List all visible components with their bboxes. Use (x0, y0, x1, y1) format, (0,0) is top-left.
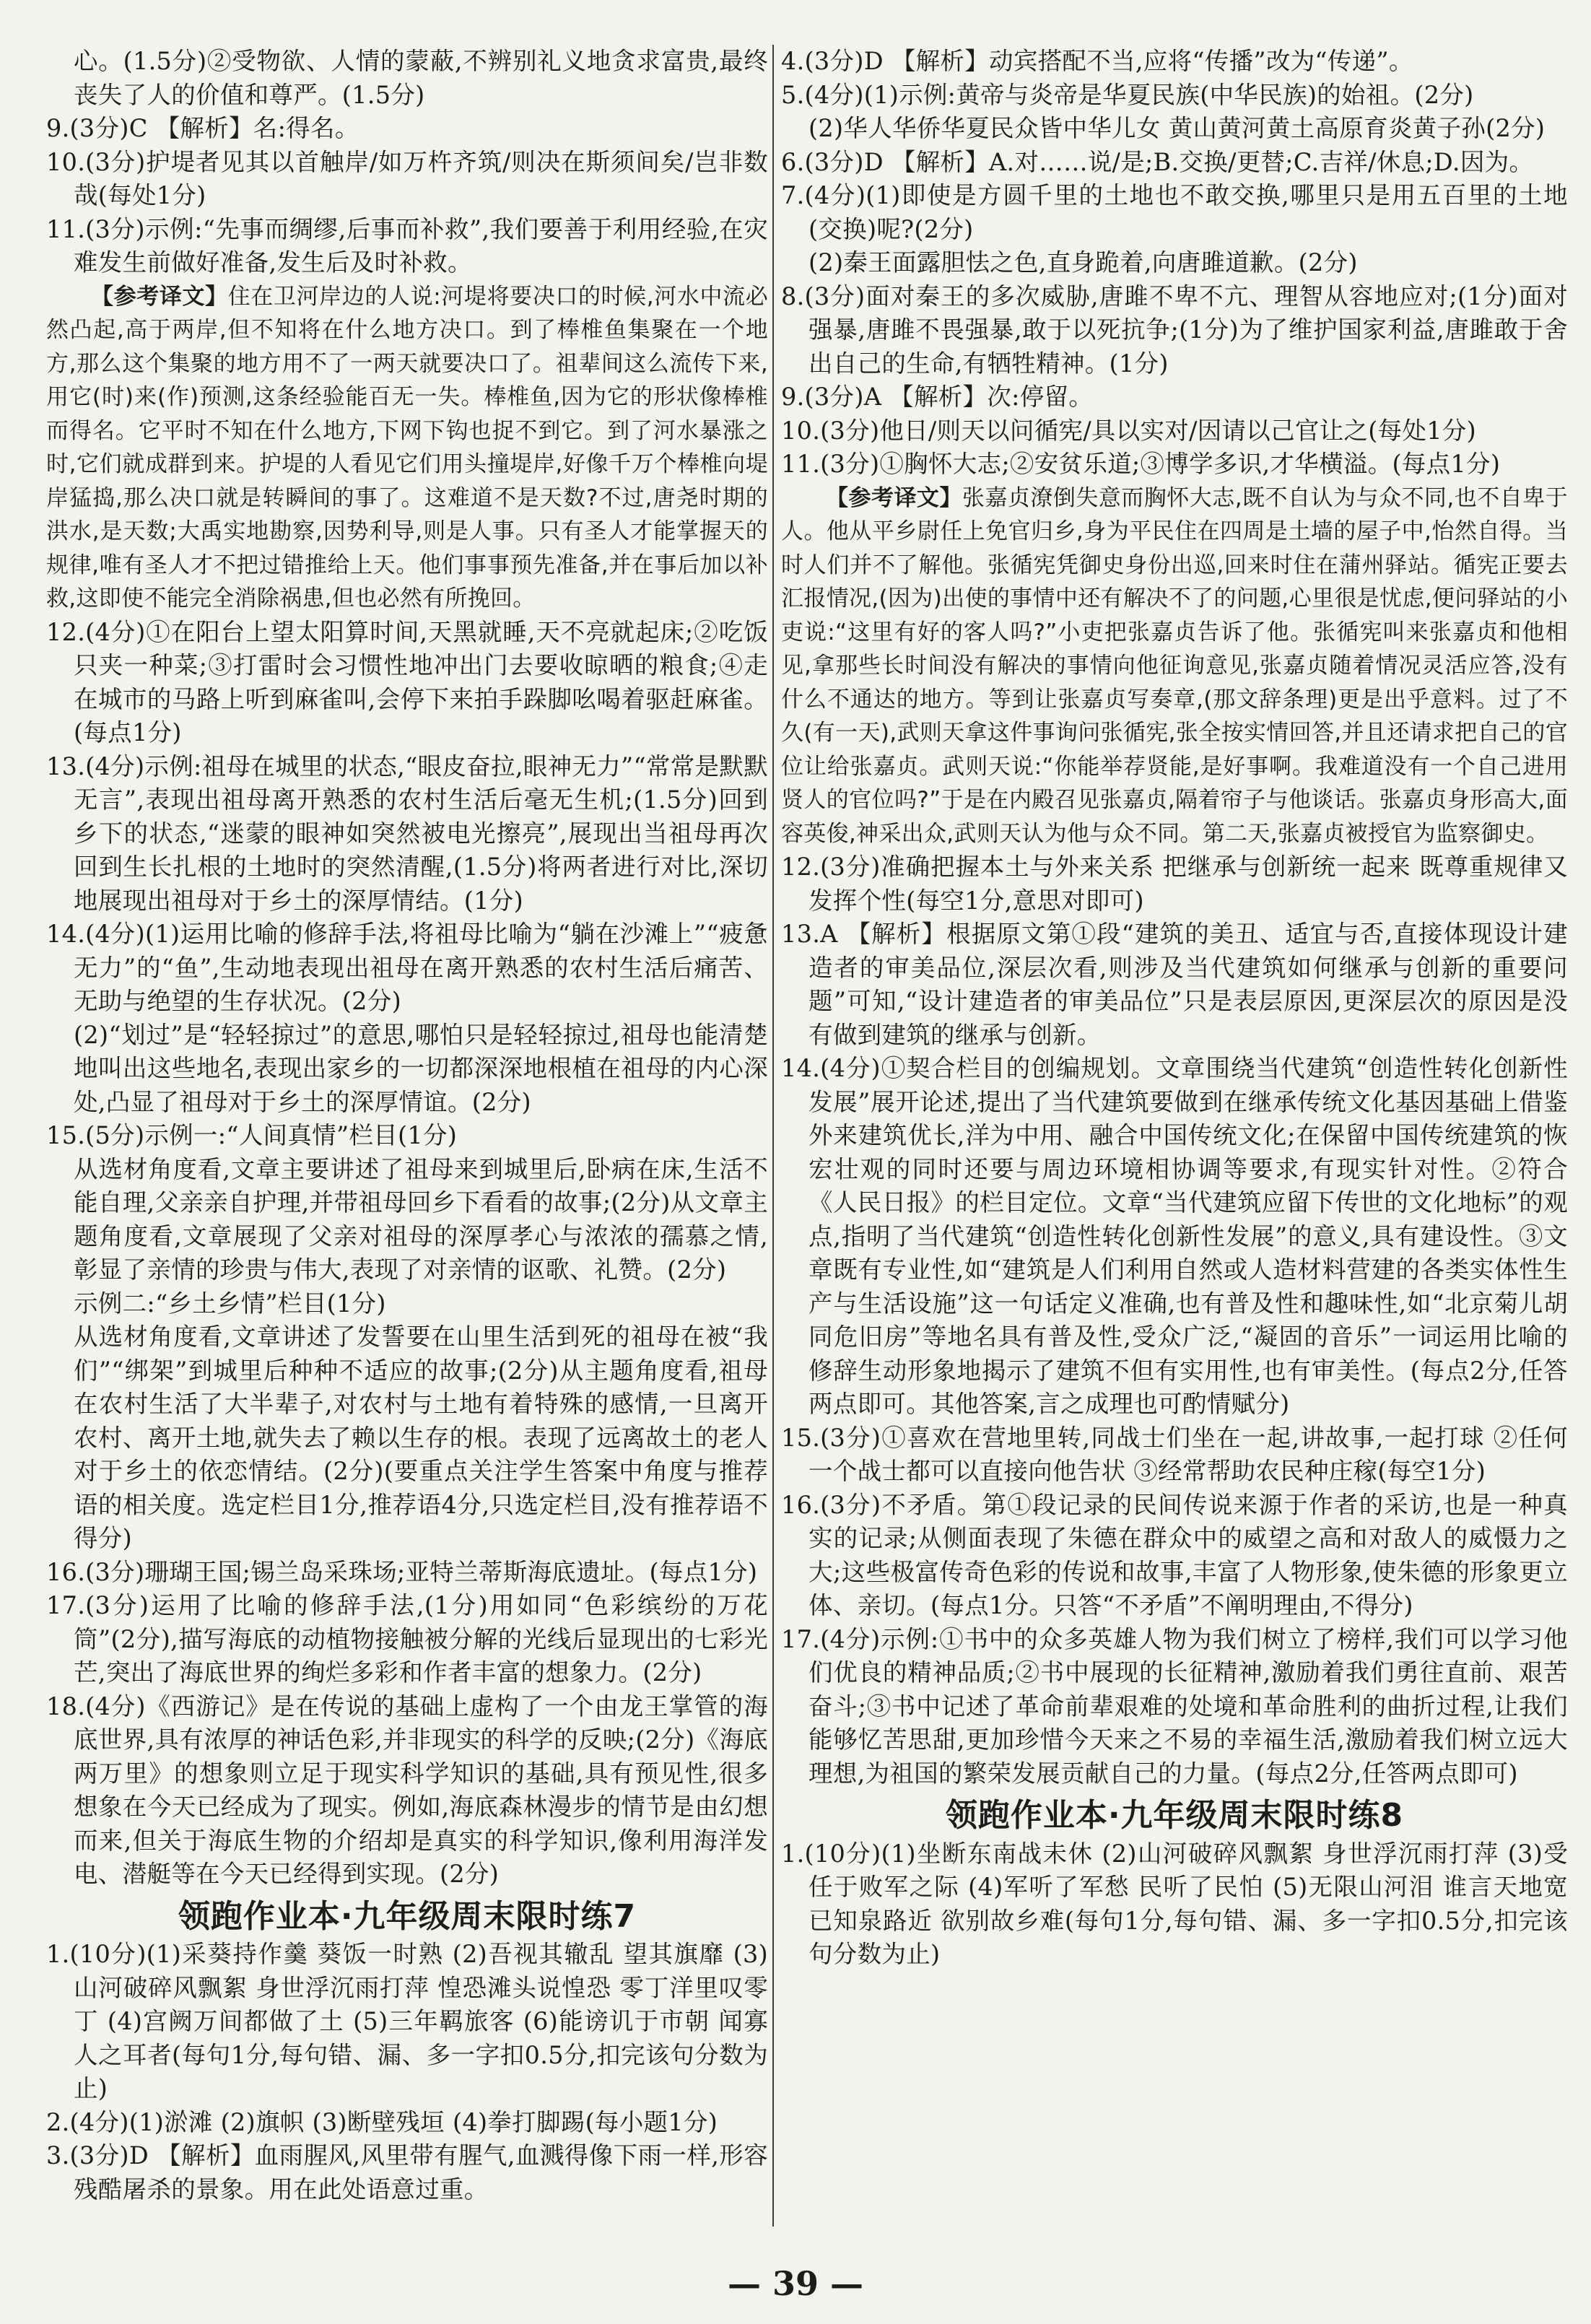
answer-item: (2)秦王面露胆怯之色,直身跪着,向唐雎道歉。(2分) (808, 248, 1358, 277)
answer-item: 10.(3分)护堤者见其以首触岸/如万杵齐筑/则决在斯须间矣/岂非数哉(每处1分) (46, 147, 768, 209)
answer-item: 5.(4分)(1)示例:黄帝与炎帝是华夏民族(中华民族)的始祖。(2分) (781, 80, 1474, 109)
translation-label: 【参考译文】 (91, 283, 228, 310)
answer-item: 6.(3分)D 【解析】A.对……说/是;B.交换/更替;C.吉祥/休息;D.因为。 (781, 147, 1534, 176)
answer-item: 14.(4分)①契合栏目的创编规划。文章围绕当代建筑“创造性转化创新性发展”展开论述,提出了当代建筑要做到在继承传统文化基因基础上借鉴外来建筑优长,洋为中用、融合中国传统文化;在保留中国传统建筑的恢宏壮观的同时还要与周边环境相协调等要求,有现实针对性。②符合《人民日报》的栏目定位。文章“当代建筑应留下传世的文化地标”的观点,指明了当代建筑“创造性转化创新性发展”的意义,具有建设性。③文章既有专业性,如“建筑是人们利用自然或人造材料营建的各类实体性生产与生活设施”这一句话定义准确,也有普及性和趣味性,如“北京菊儿胡同危旧房”等地名具有普及性,受众广泛,“凝固的音乐”一词运用比喻的修辞生动形象地揭示了建筑不但有实用性,也有审美性。(每点2分,任答两点即可。其他答案,言之成理也可酌情赋分) (781, 1054, 1568, 1418)
answer-item: 1.(10分)(1)坐断东南战未休 (2)山河破碎风飘絮 身世浮沉雨打萍 (3)受任于败军之际 (4)军听了军愁 民听了民怕 (5)无限山河泪 谁言天地宽 已知泉路近 欲别故乡难(每句1分,每句错、漏、多一字扣0.5分,扣完该句分数为止) (781, 1839, 1568, 1968)
answer-item: 12.(3分)准确把握本土与外来关系 把继承与创新统一起来 既尊重规律又发挥个性(每空1分,意思对即可) (781, 853, 1568, 915)
section-title: 领跑作业本·九年级周末限时练7 (178, 1897, 637, 1935)
answer-item: 心。(1.5分)②受物欲、人情的蒙蔽,不辨别礼义地贪求富贵,最终丧失了人的价值和尊严。(1.5分) (74, 47, 768, 109)
right-column (781, 45, 1568, 1972)
answer-item: 11.(3分)示例:“先事而绸缪,后事而补救”,我们要善于利用经验,在灾难发生前做好准备,发生后及时补救。 (46, 214, 768, 277)
left-column (46, 45, 768, 2206)
translation-label: 【参考译文】 (826, 484, 962, 511)
answer-item: 13.A 【解析】根据原文第①段“建筑的美丑、适宜与否,直接体现设计建造者的审美品位,深层次看,则涉及当代建筑如何继承与创新的重要问题”可知,“设计建造者的审美品位”只是表层原因,更深层次的原因是没有做到建筑的继承与创新。 (781, 920, 1568, 1049)
translation-paragraph (46, 280, 768, 616)
translation-paragraph (781, 482, 1568, 851)
translation-text: 住在卫河岸边的人说:河堤将要决口的时候,河水中流必然凸起,高于两岸,但不知将在什么地方决口。到了棒椎鱼集聚在一个地方,那么这个集聚的地方用不了一两天就要决口了。祖辈间这么流传下来,用它(时)来(作)预测,这条经验能百无一失。棒椎鱼,因为它的形状像棒椎而得名。它平时不知在什么地方,下网下钩也捉不到它。到了河水暴涨之时,它们就成群到来。护堤的人看见它们用头撞堤岸,好像千万个棒椎向堤岸猛捣,那么决口就是转瞬间的事了。这难道不是天数?不过,唐尧时期的洪水,是天数;大禹实地勘察,因势利导,则是人事。只有圣人才能掌握天的规律,唯有圣人才不把过错推给上天。他们事事预先准备,并在事后加以补救,这即使不能完全消除祸患,但也必然有所挽回。 (46, 283, 768, 612)
answer-item: 13.(4分)示例:祖母在城里的状态,“眼皮奋拉,眼神无力”“常常是默默无言”,表现出祖母离开熟悉的农村生活后毫无生机;(1.5分)回到乡下的状态,“迷蒙的眼神如突然被电光擦亮”,展现出当祖母再次回到生长扎根的土地时的突然清醒,(1.5分)将两者进行对比,深切地展现出祖母对于乡土的深厚情结。(1分) (46, 752, 768, 915)
page-number: — 39 — (727, 2264, 864, 2303)
answer-item: 15.(3分)①喜欢在营地里转,同战士们坐在一起,讲故事,一起打球 ②任何一个战士都可以直接向他告状 ③经常帮助农民种庄稼(每空1分) (781, 1423, 1568, 1485)
section-title: 领跑作业本·九年级周末限时练8 (945, 1797, 1404, 1834)
answer-item: 14.(4分)(1)运用比喻的修辞手法,将祖母比喻为“躺在沙滩上”“疲惫无力”的“鱼”,生动地表现出祖母在离开熟悉的农村生活后痛苦、无助与绝望的生存状况。(2分) (46, 920, 768, 1015)
answer-item: (2)“划过”是“轻轻掠过”的意思,哪怕只是轻轻掠过,祖母也能清楚地叫出这些地名,表现出家乡的一切都深深地根植在祖母的内心深处,凸显了祖母对于乡土的深厚情谊。(2分) (74, 1020, 768, 1116)
answer-item: 4.(3分)D 【解析】动宾搭配不当,应将“传播”改为“传递”。 (781, 47, 1413, 75)
answer-item: 17.(3分)运用了比喻的修辞手法,(1分)用如同“色彩缤纷的万花筒”(2分),描写海底的动植物接触被分解的光线后显现出的七彩光芒,突出了海底世界的绚烂多彩和作者丰富的想象力。(2分) (46, 1591, 768, 1687)
answer-item: 15.(5分)示例一:“人间真情”栏目(1分) (46, 1121, 458, 1149)
answer-item: 16.(3分)不矛盾。第①段记录的民间传说来源于作者的采访,也是一种真实的记录;从侧面表现了朱德在群众中的威望之高和对敌人的威慑力之大;这些极富传奇色彩的传说和故事,丰富了人物形象,使朱德的形象更立体、亲切。(每点1分。只答“不矛盾”不阐明理由,不得分) (781, 1490, 1568, 1619)
answer-item: 10.(3分)他日/则天以问循宪/具以实对/因请以己官让之(每处1分) (781, 416, 1477, 445)
answer-item: 9.(3分)C 【解析】名:得名。 (46, 114, 359, 142)
answer-item: 9.(3分)A 【解析】次:停留。 (781, 383, 1094, 411)
column-divider (772, 45, 774, 2227)
answer-item: 16.(3分)珊瑚王国;锡兰岛采珠场;亚特兰蒂斯海底遗址。(每点1分) (46, 1557, 758, 1586)
answer-item: 从选材角度看,文章主要讲述了祖母来到城里后,卧病在床,生活不能自理,父亲亲自护理,并带祖母回乡下看看的故事;(2分)从文章主题角度看,文章展现了父亲对祖母的深厚孝心与浓浓的孺慕之情,彰显了亲情的珍贵与伟大,表现了对亲情的讴歌、礼赞。(2分) (74, 1154, 768, 1284)
answer-item: 2.(4分)(1)淤滩 (2)旗帜 (3)断壁残垣 (4)拳打脚踢(每小题1分) (46, 2107, 718, 2136)
answer-item: 11.(3分)①胸怀大志;②安贫乐道;③博学多识,才华横溢。(每点1分) (781, 450, 1501, 478)
answer-item: 7.(4分)(1)即使是方圆千里的土地也不敢交换,哪里只是用五百里的土地(交换)呢?(2分) (781, 181, 1568, 243)
answer-item: 1.(10分)(1)采葵持作羹 葵饭一时熟 (2)吾视其辙乱 望其旗靡 (3)山河破碎风飘絮 身世浮沉雨打萍 惶恐滩头说惶恐 零丁洋里叹零丁 (4)宫阙万间都做了土 (5)三年羁旅客 (6)能谤讥于市朝 闻寡人之耳者(每句1分,每句错、漏、多一字扣0.5分,扣完该句分数为止) (46, 1940, 768, 2102)
answer-item: 示例二:“乡土乡情”栏目(1分) (74, 1289, 386, 1318)
answer-item: 从选材角度看,文章讲述了发誓要在山里生活到死的祖母在被“我们”“绑架”到城里后种种不适应的故事;(2分)从主题角度看,祖母在农村生活了大半辈子,对农村与土地有着特殊的感情,一旦离开农村、离开土地,就失去了赖以生存的根。表现了远离故土的老人对于乡土的依恋情结。(2分)(要重点关注学生答案中角度与推荐语的相关度。选定栏目1分,推荐语4分,只选定栏目,没有推荐语不得分) (74, 1323, 768, 1552)
answer-item: 8.(3分)面对秦王的多次威胁,唐雎不卑不亢、理智从容地应对;(1分)面对强暴,唐雎不畏强暴,敢于以死抗争;(1分)为了维护国家利益,唐雎敢于舍出自己的生命,有牺牲精神。(1分) (781, 282, 1568, 378)
translation-text: 张嘉贞潦倒失意而胸怀大志,既不自认为与众不同,也不自卑于人。他从平乡尉任上免官归乡,身为平民住在四周是土墙的屋子中,怡然自得。当时人们并不了解他。张循宪凭御史身份出巡,回来时住在蒲州驿站。循宪正要去汇报情况,(因为)出使的事情中还有解决不了的问题,心里很是忧虑,便问驿站的小吏说:“这里有好的客人吗?”小吏把张嘉贞告诉了他。张循宪叫来张嘉贞和他相见,拿那些长时间没有解决的事情向他征询意见,张嘉贞随着情况灵活应答,没有什么不通达的地方。等到让张嘉贞写奏章,(那文辞条理)更是出乎意料。过了不久(有一天),武则天拿这件事询问张循宪,张全按实情回答,并且还请求把自己的官位让给张嘉贞。武则天说:“你能举荐贤能,是好事啊。我难道没有一个自己进用贤人的官位吗?”于是在内殿召见张嘉贞,隔着帘子与他谈话。张嘉贞身形高大,面容英俊,神采出众,武则天认为他与众不同。第二天,张嘉贞被授官为监察御史。 (781, 484, 1568, 847)
answer-item: 17.(4分)示例:①书中的众多英雄人物为我们树立了榜样,我们可以学习他们优良的精神品质;②书中展现的长征精神,激励着我们勇往直前、艰苦奋斗;③书中记述了革命前辈艰难的处境和革命胜利的曲折过程,让我们能够忆苦思甜,更加珍惜今天来之不易的幸福生活,激励着我们树立远大理想,为祖国的繁荣发展贡献自己的力量。(每点2分,任答两点即可) (781, 1624, 1568, 1788)
answer-item: (2)华人华侨华夏民众皆中华儿女 黄山黄河黄土高原育炎黄子孙(2分) (808, 114, 1546, 142)
answer-item: 3.(3分)D 【解析】血雨腥风,风里带有腥气,血溅得像下雨一样,形容残酷屠杀的景象。用在此处语意过重。 (46, 2141, 768, 2203)
answer-item: 18.(4分)《西游记》是在传说的基础上虚构了一个由龙王掌管的海底世界,具有浓厚的神话色彩,并非现实的科学的反映;(2分)《海底两万里》的想象则立足于现实科学知识的基础,具有预见性,很多想象在今天已经成为了现实。例如,海底森林漫步的情节是由幻想而来,但关于海底生物的介绍却是真实的科学知识,像利用海洋发电、潜艇等在今天已经得到实现。(2分) (46, 1692, 768, 1888)
answer-item: 12.(4分)①在阳台上望太阳算时间,天黑就睡,天不亮就起床;②吃饭只夹一种菜;③打雷时会习惯性地冲出门去要收晾晒的粮食;④走在城市的马路上听到麻雀叫,会停下来拍手跺脚吆喝着驱赶麻雀。(每点1分) (46, 617, 768, 747)
